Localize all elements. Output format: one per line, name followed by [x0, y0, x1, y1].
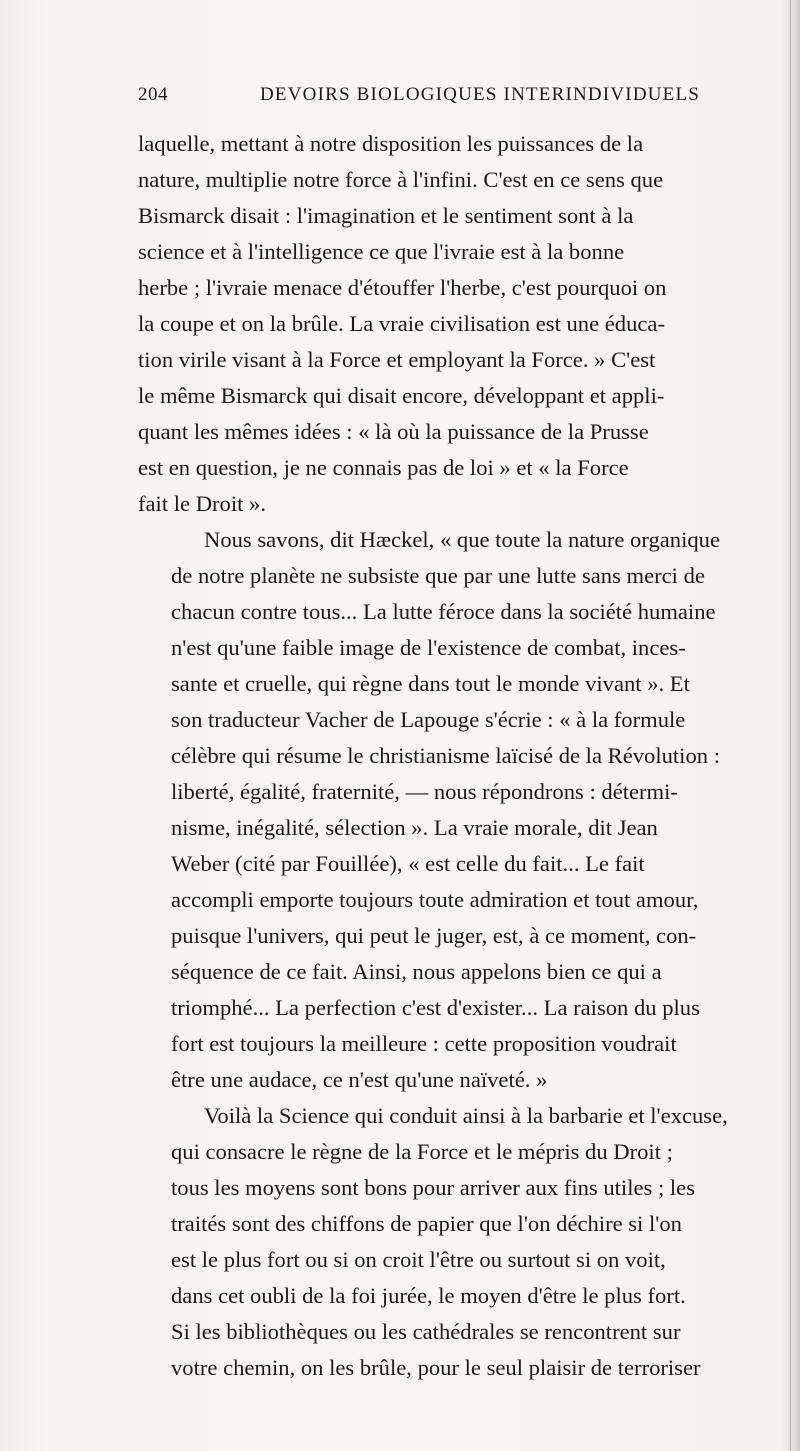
- text-line: célèbre qui résume le christianisme laïcisé de la Révolution :: [171, 743, 720, 768]
- paragraph: [138, 126, 768, 522]
- text-line: Nous savons, dit Hæckel, « que toute la nature organique: [204, 527, 720, 552]
- text-line: qui consacre le règne de la Force et le mépris du Droit ;: [171, 1139, 673, 1164]
- text-line: dans cet oubli de la foi jurée, le moyen d'être le plus fort.: [171, 1283, 686, 1308]
- text-line: Bismarck disait : l'imagination et le sentiment sont à la: [138, 203, 634, 228]
- text-line: puisque l'univers, qui peut le juger, est, à ce moment, con-: [171, 923, 697, 948]
- paragraph: [138, 1098, 768, 1386]
- text-line: fait le Droit ».: [138, 491, 266, 516]
- text-line: laquelle, mettant à notre disposition les puissances de la: [138, 131, 644, 156]
- text-line: chacun contre tous... La lutte féroce dans la société humaine: [171, 599, 716, 624]
- text-line: est en question, je ne connais pas de loi » et « la Force: [138, 455, 629, 480]
- text-line: séquence de ce fait. Ainsi, nous appelons bien ce qui a: [171, 959, 662, 984]
- text-line: la coupe et on la brûle. La vraie civilisation est une éduca-: [138, 311, 665, 336]
- body-text: [138, 126, 768, 1386]
- text-line: fort est toujours la meilleure : cette proposition voudrait: [171, 1031, 677, 1056]
- text-line: accompli emporte toujours toute admiration et tout amour,: [171, 887, 699, 912]
- text-line: votre chemin, on les brûle, pour le seul plaisir de terroriser: [171, 1355, 701, 1380]
- paragraph: [138, 522, 768, 1098]
- text-line: n'est qu'une faible image de l'existence de combat, inces-: [171, 635, 686, 660]
- page-edge-line: [790, 0, 791, 1451]
- page-number: 204: [138, 84, 168, 105]
- text-line: science et à l'intelligence ce que l'ivraie est à la bonne: [138, 239, 625, 264]
- text-line: nature, multiplie notre force à l'infini. C'est en ce sens que: [138, 167, 664, 192]
- text-line: sante et cruelle, qui règne dans tout le monde vivant ». Et: [171, 671, 690, 696]
- page-header: [138, 84, 768, 114]
- text-line: est le plus fort ou si on croit l'être ou surtout si on voit,: [171, 1247, 666, 1272]
- text-line: tion virile visant à la Force et employant la Force. » C'est: [138, 347, 656, 372]
- text-line: herbe ; l'ivraie menace d'étouffer l'herbe, c'est pourquoi on: [138, 275, 667, 300]
- text-line: tous les moyens sont bons pour arriver aux fins utiles ; les: [171, 1175, 695, 1200]
- text-line: Weber (cité par Fouillée), « est celle du fait... Le fait: [171, 851, 645, 876]
- text-line: triomphé... La perfection c'est d'exister... La raison du plus: [171, 995, 700, 1020]
- text-line: de notre planète ne subsiste que par une lutte sans merci de: [171, 563, 705, 588]
- text-line: liberté, égalité, fraternité, — nous répondrons : détermi-: [171, 779, 678, 804]
- text-line: quant les mêmes idées : « là où la puissance de la Prusse: [138, 419, 649, 444]
- text-line: Voilà la Science qui conduit ainsi à la barbarie et l'excuse,: [204, 1103, 728, 1128]
- text-line: nisme, inégalité, sélection ». La vraie morale, dit Jean: [171, 815, 658, 840]
- text-line: Si les bibliothèques ou les cathédrales se rencontrent sur: [171, 1319, 681, 1344]
- text-line: son traducteur Vacher de Lapouge s'écrie : « à la formule: [171, 707, 686, 732]
- text-line: le même Bismarck qui disait encore, développant et appli-: [138, 383, 665, 408]
- text-line: traités sont des chiffons de papier que l'on déchire si l'on: [171, 1211, 682, 1236]
- running-head: DEVOIRS BIOLOGIQUES INTERINDIVIDUELS: [260, 84, 701, 105]
- page-edge-shadow: [782, 0, 800, 1451]
- text-line: être une audace, ce n'est qu'une naïveté. »: [171, 1067, 548, 1092]
